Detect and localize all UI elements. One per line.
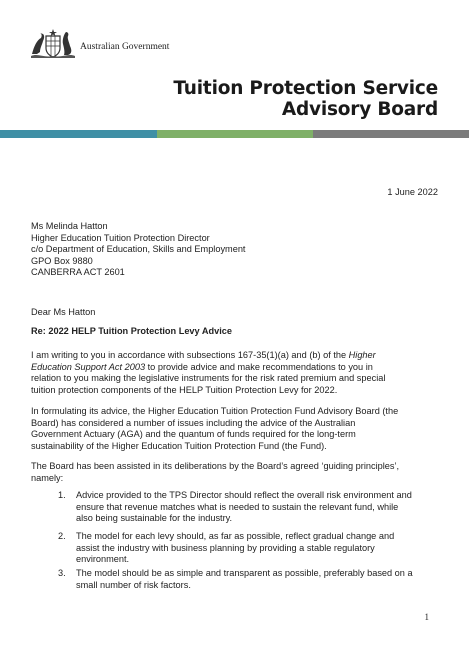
list-number: 2. [58, 531, 66, 541]
paragraph-line: sustainability of the Higher Education Tuition Protection Fund (the Fund). [31, 440, 327, 451]
page-number: 1 [424, 612, 429, 622]
list-line: ensure that revenue matches what is needed to sustain the relevant fund, while [76, 501, 399, 512]
header-stripe-grey [313, 130, 469, 138]
paragraph-guiding-principles [31, 461, 441, 484]
address-line: GPO Box 9880 [31, 255, 93, 266]
subject-line: Re: 2022 HELP Tuition Protection Levy Advice [31, 326, 232, 336]
letterhead-title [173, 78, 438, 120]
header-stripe-teal [0, 130, 157, 138]
text-run: I am writing to you in accordance with subsections 167-35(1)(a) and (b) of the [31, 350, 349, 360]
address-line: c/o Department of Education, Skills and Employment [31, 244, 246, 255]
paragraph-line: tuition protection components of the HELP Tuition Protection Levy for 2022. [31, 384, 338, 395]
paragraph-formulating-advice [31, 406, 441, 452]
list-line: also being sustainable for the industry. [76, 513, 233, 524]
text-run: to provide advice and make recommendations to you in [145, 361, 373, 372]
recipient-address [31, 221, 245, 279]
paragraph-intro [31, 350, 441, 396]
header-stripe-green [157, 130, 313, 138]
address-line: Ms Melinda Hatton [31, 221, 108, 231]
paragraph-line: The Board has been assisted in its deliberations by the Board’s agreed ‘guiding principles’, [31, 461, 400, 471]
list-line: small number of risk factors. [76, 579, 191, 590]
address-line: Higher Education Tuition Protection Director [31, 232, 210, 243]
salutation: Dear Ms Hatton [31, 307, 96, 317]
list-line: environment. [76, 554, 130, 565]
list-line: The model should be as simple and transparent as possible, preferably based on a [76, 568, 413, 578]
paragraph-line: namely: [31, 472, 64, 483]
paragraph-line: relation to you making the legislative instruments for the risk rated premium and special [31, 373, 386, 384]
paragraph-line: Government Actuary (AGA) and the quantum of funds required for the long-term [31, 429, 356, 440]
coat-of-arms-icon [28, 28, 78, 60]
list-number: 1. [58, 490, 66, 500]
act-title-run: Higher [348, 350, 376, 360]
list-number: 3. [58, 568, 66, 578]
paragraph-line: Board) has considered a number of issues including the advice of the Australian [31, 417, 356, 428]
address-line: CANBERRA ACT 2601 [31, 267, 125, 278]
list-line: assist the industry with business planning by providing a stable regulatory [76, 542, 375, 553]
title-line-1: Tuition Protection Service [173, 78, 438, 99]
list-line: Advice provided to the TPS Director should reflect the overall risk environment and [76, 490, 412, 500]
government-name: Australian Government [80, 42, 170, 52]
title-line-2: Advisory Board [281, 99, 438, 120]
letter-date: 1 June 2022 [387, 187, 438, 197]
list-line: The model for each levy should, as far as possible, reflect gradual change and [76, 531, 395, 541]
paragraph-line: In formulating its advice, the Higher Education Tuition Protection Fund Advisory Board (the [31, 406, 399, 416]
act-title-run: Education Support Act 2003 [31, 361, 146, 372]
